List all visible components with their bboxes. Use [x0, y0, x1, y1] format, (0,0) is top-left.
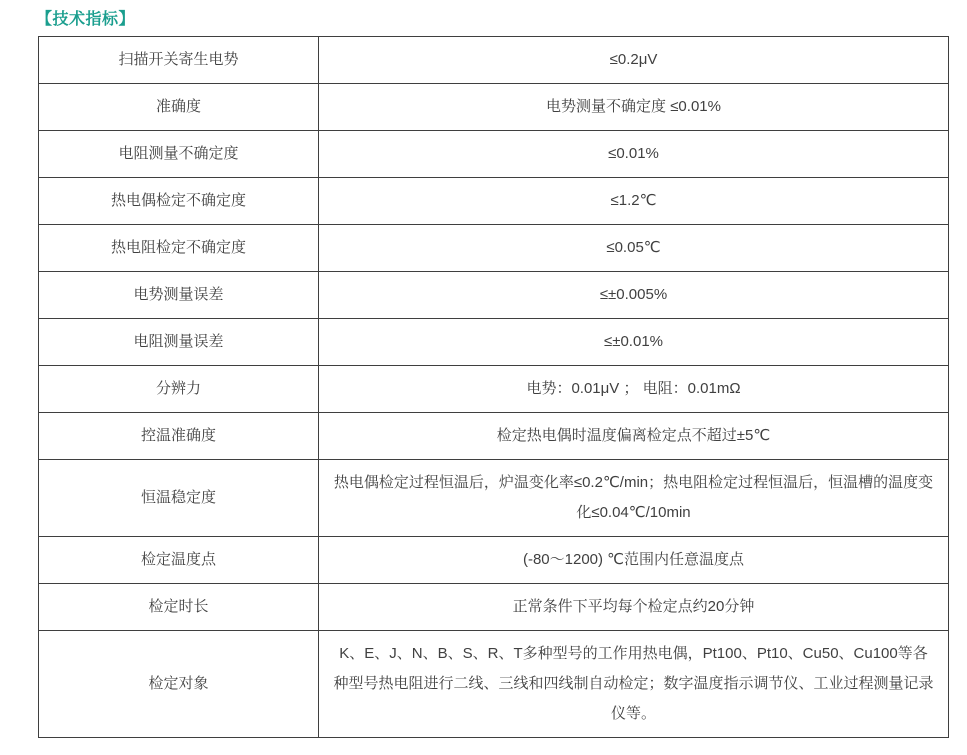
spec-value-cell: K、E、J、N、B、S、R、T多种型号的工作用热电偶，Pt100、Pt10、Cu50、Cu100等各种型号热电阻进行二线、三线和四线制自动检定；数字温度指示调节仪、工业过程测量记录仪等。	[319, 631, 949, 738]
spec-label-cell: 电阻测量不确定度	[39, 131, 319, 178]
table-row	[39, 366, 949, 413]
spec-label-cell: 恒温稳定度	[39, 460, 319, 537]
table-row	[39, 178, 949, 225]
spec-label-cell: 扫描开关寄生电势	[39, 37, 319, 84]
spec-value-cell: 电势：0.01μV ； 电阻：0.01mΩ	[319, 366, 949, 413]
spec-value-cell: 正常条件下平均每个检定点约20分钟	[319, 584, 949, 631]
spec-value-cell: ≤0.01%	[319, 131, 949, 178]
spec-value-cell: ≤±0.01%	[319, 319, 949, 366]
table-row	[39, 225, 949, 272]
spec-label-cell: 热电阻检定不确定度	[39, 225, 319, 272]
spec-value-cell: ≤1.2℃	[319, 178, 949, 225]
spec-label-cell: 热电偶检定不确定度	[39, 178, 319, 225]
spec-value-cell: ≤0.05℃	[319, 225, 949, 272]
spec-table	[38, 36, 949, 738]
spec-label-cell: 准确度	[39, 84, 319, 131]
table-row	[39, 319, 949, 366]
spec-value-cell: ≤0.2μV	[319, 37, 949, 84]
table-row	[39, 537, 949, 584]
table-row	[39, 272, 949, 319]
spec-value-cell: 热电偶检定过程恒温后，炉温变化率≤0.2℃/min；热电阻检定过程恒温后，恒温槽的温度变化≤0.04℃/10min	[319, 460, 949, 537]
table-row	[39, 37, 949, 84]
spec-value-cell: 电势测量不确定度 ≤0.01%	[319, 84, 949, 131]
spec-label-cell: 检定对象	[39, 631, 319, 738]
spec-label-cell: 检定时长	[39, 584, 319, 631]
section-title: 【技术指标】	[36, 11, 136, 28]
spec-value-cell: ≤±0.005%	[319, 272, 949, 319]
spec-label-cell: 电阻测量误差	[39, 319, 319, 366]
spec-value-cell: 检定热电偶时温度偏离检定点不超过±5℃	[319, 413, 949, 460]
spec-label-cell: 电势测量误差	[39, 272, 319, 319]
table-row	[39, 584, 949, 631]
table-row	[39, 131, 949, 178]
table-row	[39, 631, 949, 738]
spec-value-cell: (-80～1200) ℃范围内任意温度点	[319, 537, 949, 584]
table-row	[39, 84, 949, 131]
spec-label-cell: 控温准确度	[39, 413, 319, 460]
table-row	[39, 413, 949, 460]
table-row	[39, 460, 949, 537]
spec-label-cell: 分辨力	[39, 366, 319, 413]
spec-label-cell: 检定温度点	[39, 537, 319, 584]
